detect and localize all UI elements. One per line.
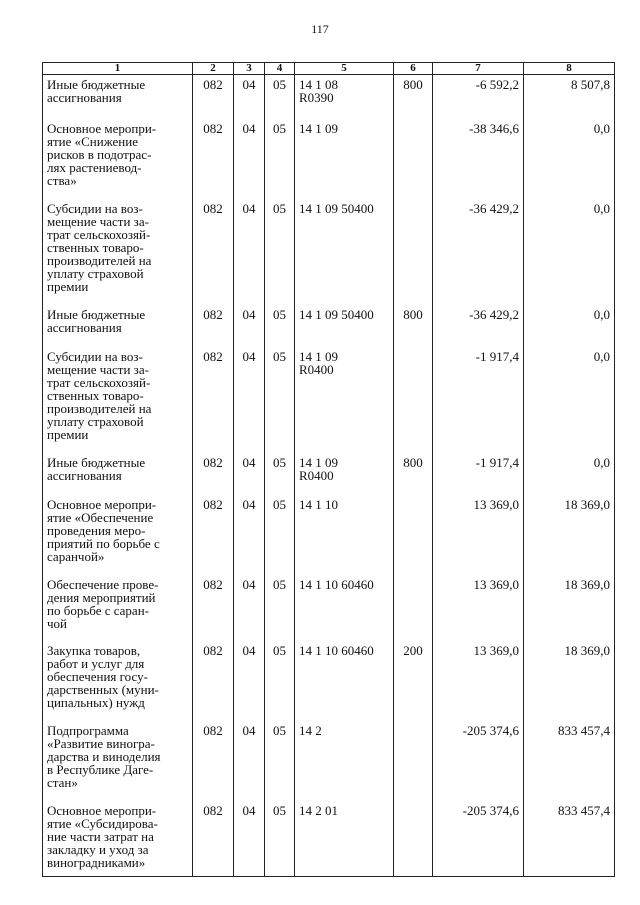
amount-cell: 833 457,4 bbox=[524, 801, 615, 877]
table-row bbox=[43, 801, 615, 877]
subsection-cell: 05 bbox=[265, 453, 295, 495]
amount-cell: -205 374,6 bbox=[433, 721, 524, 801]
section-cell: 04 bbox=[234, 721, 265, 801]
target-article-cell bbox=[295, 575, 394, 641]
column-header: 6 bbox=[394, 63, 433, 75]
cell-text-line: Основное меропри- bbox=[47, 802, 157, 818]
amount-cell: 13 369,0 bbox=[433, 641, 524, 721]
cell-text-line: мещение части за- bbox=[47, 361, 149, 377]
amount-cell: 833 457,4 bbox=[524, 721, 615, 801]
cell-text-line: Подпрограмма bbox=[47, 722, 129, 738]
amount-cell: -38 346,6 bbox=[433, 119, 524, 199]
target-article-cell bbox=[295, 495, 394, 575]
subsection-cell: 05 bbox=[265, 305, 295, 347]
ministry-code-cell: 082 bbox=[193, 721, 234, 801]
cell-text-line: Иные бюджетные bbox=[47, 454, 146, 470]
section-cell: 04 bbox=[234, 305, 265, 347]
table-row bbox=[43, 453, 615, 495]
amount-cell: 0,0 bbox=[524, 305, 615, 347]
cell-text-line: лях растениевод- bbox=[47, 159, 142, 175]
expense-type-cell bbox=[394, 199, 433, 305]
section-cell: 04 bbox=[234, 119, 265, 199]
cell-text-line: 14 1 10 60460 bbox=[299, 576, 374, 592]
cell-text-line: R0400 bbox=[299, 467, 334, 483]
expense-type-cell: 200 bbox=[394, 641, 433, 721]
cell-text-line: 14 1 09 50400 bbox=[299, 306, 374, 322]
row-name-cell bbox=[43, 347, 193, 453]
subsection-cell: 05 bbox=[265, 801, 295, 877]
cell-text-line: Субсидии на воз- bbox=[47, 200, 143, 216]
column-header: 1 bbox=[43, 63, 193, 75]
expense-type-cell: 800 bbox=[394, 75, 433, 119]
expense-type-cell bbox=[394, 721, 433, 801]
expense-type-cell: 800 bbox=[394, 305, 433, 347]
ministry-code-cell: 082 bbox=[193, 305, 234, 347]
cell-text-line: ственных товаро- bbox=[47, 239, 144, 255]
subsection-cell: 05 bbox=[265, 721, 295, 801]
expense-type-cell bbox=[394, 119, 433, 199]
table-row bbox=[43, 347, 615, 453]
cell-text-line: ятие «Снижение bbox=[47, 133, 138, 149]
ministry-code-cell: 082 bbox=[193, 575, 234, 641]
section-cell: 04 bbox=[234, 801, 265, 877]
cell-text-line: чой bbox=[47, 615, 67, 631]
cell-text-line: премии bbox=[47, 426, 89, 442]
cell-text-line: трат сельскохозяй- bbox=[47, 374, 151, 390]
cell-text-line: производителей на bbox=[47, 252, 152, 268]
cell-text-line: 14 1 09 bbox=[299, 120, 338, 136]
column-header: 4 bbox=[265, 63, 295, 75]
cell-text-line: 14 1 09 50400 bbox=[299, 200, 374, 216]
cell-text-line: дарственных (муни- bbox=[47, 681, 159, 697]
table-header-row bbox=[43, 63, 615, 75]
ministry-code-cell: 082 bbox=[193, 199, 234, 305]
cell-text-line: обеспечения госу- bbox=[47, 668, 148, 684]
target-article-cell bbox=[295, 305, 394, 347]
column-header: 3 bbox=[234, 63, 265, 75]
amount-cell: -36 429,2 bbox=[433, 305, 524, 347]
column-header: 2 bbox=[193, 63, 234, 75]
amount-cell: -205 374,6 bbox=[433, 801, 524, 877]
cell-text-line: уплату страховой bbox=[47, 413, 144, 429]
expense-type-cell bbox=[394, 801, 433, 877]
table-body bbox=[43, 75, 615, 877]
table-row bbox=[43, 199, 615, 305]
amount-cell: 13 369,0 bbox=[433, 575, 524, 641]
cell-text-line: ассигнования bbox=[47, 319, 122, 335]
expense-type-cell bbox=[394, 575, 433, 641]
amount-cell: -1 917,4 bbox=[433, 453, 524, 495]
column-header: 7 bbox=[433, 63, 524, 75]
cell-text-line: Основное меропри- bbox=[47, 496, 157, 512]
subsection-cell: 05 bbox=[265, 641, 295, 721]
ministry-code-cell: 082 bbox=[193, 495, 234, 575]
cell-text-line: R0390 bbox=[299, 90, 334, 105]
table-row bbox=[43, 641, 615, 721]
section-cell: 04 bbox=[234, 453, 265, 495]
cell-text-line: ассигнования bbox=[47, 90, 122, 105]
amount-cell: 13 369,0 bbox=[433, 495, 524, 575]
row-name-cell bbox=[43, 453, 193, 495]
amount-cell: 0,0 bbox=[524, 119, 615, 199]
subsection-cell: 05 bbox=[265, 575, 295, 641]
cell-text-line: Субсидии на воз- bbox=[47, 348, 143, 364]
target-article-cell bbox=[295, 75, 394, 119]
section-cell: 04 bbox=[234, 75, 265, 119]
cell-text-line: ственных товаро- bbox=[47, 387, 144, 403]
amount-cell: -36 429,2 bbox=[433, 199, 524, 305]
amount-cell: 0,0 bbox=[524, 453, 615, 495]
cell-text-line: саранчой» bbox=[47, 548, 105, 564]
amount-cell: 0,0 bbox=[524, 347, 615, 453]
section-cell: 04 bbox=[234, 347, 265, 453]
subsection-cell: 05 bbox=[265, 495, 295, 575]
cell-text-line: ства» bbox=[47, 172, 77, 188]
row-name-cell bbox=[43, 575, 193, 641]
row-name-cell bbox=[43, 75, 193, 119]
cell-text-line: дарства и виноделия bbox=[47, 748, 161, 764]
row-name-cell bbox=[43, 199, 193, 305]
budget-table bbox=[42, 62, 615, 877]
cell-text-line: уплату страховой bbox=[47, 265, 144, 281]
cell-text-line: ятие «Субсидирова- bbox=[47, 815, 158, 831]
cell-text-line: «Развитие виногра- bbox=[47, 735, 155, 751]
cell-text-line: Иные бюджетные bbox=[47, 306, 146, 322]
cell-text-line: работ и услуг для bbox=[47, 655, 145, 671]
amount-cell: 18 369,0 bbox=[524, 495, 615, 575]
table-row bbox=[43, 119, 615, 199]
amount-cell: -1 917,4 bbox=[433, 347, 524, 453]
cell-text-line: 14 1 09 bbox=[299, 348, 338, 364]
ministry-code-cell: 082 bbox=[193, 347, 234, 453]
cell-text-line: рисков в подотрас- bbox=[47, 146, 152, 162]
cell-text-line: 14 2 01 bbox=[299, 802, 338, 818]
cell-text-line: Закупка товаров, bbox=[47, 642, 141, 658]
cell-text-line: 14 1 10 60460 bbox=[299, 642, 374, 658]
cell-text-line: производителей на bbox=[47, 400, 152, 416]
ministry-code-cell: 082 bbox=[193, 119, 234, 199]
table-row bbox=[43, 305, 615, 347]
cell-text-line: 14 1 08 bbox=[299, 77, 338, 92]
target-article-cell bbox=[295, 199, 394, 305]
cell-text-line: по борьбе с саран- bbox=[47, 602, 149, 618]
row-name-cell bbox=[43, 801, 193, 877]
amount-cell: 18 369,0 bbox=[524, 641, 615, 721]
target-article-cell bbox=[295, 801, 394, 877]
subsection-cell: 05 bbox=[265, 199, 295, 305]
ministry-code-cell: 082 bbox=[193, 453, 234, 495]
row-name-cell bbox=[43, 721, 193, 801]
cell-text-line: премии bbox=[47, 278, 89, 294]
cell-text-line: ятие «Обеспечение bbox=[47, 509, 154, 525]
target-article-cell bbox=[295, 721, 394, 801]
row-name-cell bbox=[43, 495, 193, 575]
cell-text-line: 14 1 09 bbox=[299, 454, 338, 470]
cell-text-line: Основное меропри- bbox=[47, 120, 157, 136]
cell-text-line: ципальных) нужд bbox=[47, 694, 145, 710]
subsection-cell: 05 bbox=[265, 75, 295, 119]
target-article-cell bbox=[295, 347, 394, 453]
expense-type-cell: 800 bbox=[394, 453, 433, 495]
target-article-cell bbox=[295, 641, 394, 721]
cell-text-line: трат сельскохозяй- bbox=[47, 226, 151, 242]
cell-text-line: в Республике Даге- bbox=[47, 761, 154, 777]
section-cell: 04 bbox=[234, 641, 265, 721]
cell-text-line: проведения меро- bbox=[47, 522, 146, 538]
cell-text-line: дения мероприятий bbox=[47, 589, 156, 605]
target-article-cell bbox=[295, 453, 394, 495]
cell-text-line: ассигнования bbox=[47, 467, 122, 483]
target-article-cell bbox=[295, 119, 394, 199]
cell-text-line: Обеспечение прове- bbox=[47, 576, 159, 592]
cell-text-line: 14 2 bbox=[299, 722, 322, 738]
amount-cell: 18 369,0 bbox=[524, 575, 615, 641]
cell-text-line: Иные бюджетные bbox=[47, 77, 146, 92]
cell-text-line: ние части затрат на bbox=[47, 828, 154, 844]
page-number: 117 bbox=[311, 22, 329, 36]
subsection-cell: 05 bbox=[265, 119, 295, 199]
row-name-cell bbox=[43, 119, 193, 199]
table-row bbox=[43, 721, 615, 801]
cell-text-line: стан» bbox=[47, 774, 78, 790]
cell-text-line: 14 1 10 bbox=[299, 496, 338, 512]
column-header: 5 bbox=[295, 63, 394, 75]
row-name-cell bbox=[43, 305, 193, 347]
table-row bbox=[43, 495, 615, 575]
table-row bbox=[43, 575, 615, 641]
expense-type-cell bbox=[394, 495, 433, 575]
cell-text-line: приятий по борьбе с bbox=[47, 535, 160, 551]
amount-cell: 0,0 bbox=[524, 199, 615, 305]
section-cell: 04 bbox=[234, 199, 265, 305]
table-row bbox=[43, 75, 615, 119]
cell-text-line: закладку и уход за bbox=[47, 841, 149, 857]
cell-text-line: мещение части за- bbox=[47, 213, 149, 229]
expense-type-cell bbox=[394, 347, 433, 453]
cell-text-line: R0400 bbox=[299, 361, 334, 377]
ministry-code-cell: 082 bbox=[193, 801, 234, 877]
row-name-cell bbox=[43, 641, 193, 721]
section-cell: 04 bbox=[234, 495, 265, 575]
amount-cell: -6 592,2 bbox=[433, 75, 524, 119]
amount-cell: 8 507,8 bbox=[524, 75, 615, 119]
ministry-code-cell: 082 bbox=[193, 75, 234, 119]
section-cell: 04 bbox=[234, 575, 265, 641]
ministry-code-cell: 082 bbox=[193, 641, 234, 721]
subsection-cell: 05 bbox=[265, 347, 295, 453]
column-header: 8 bbox=[524, 63, 615, 75]
cell-text-line: виноградниками» bbox=[47, 854, 146, 870]
